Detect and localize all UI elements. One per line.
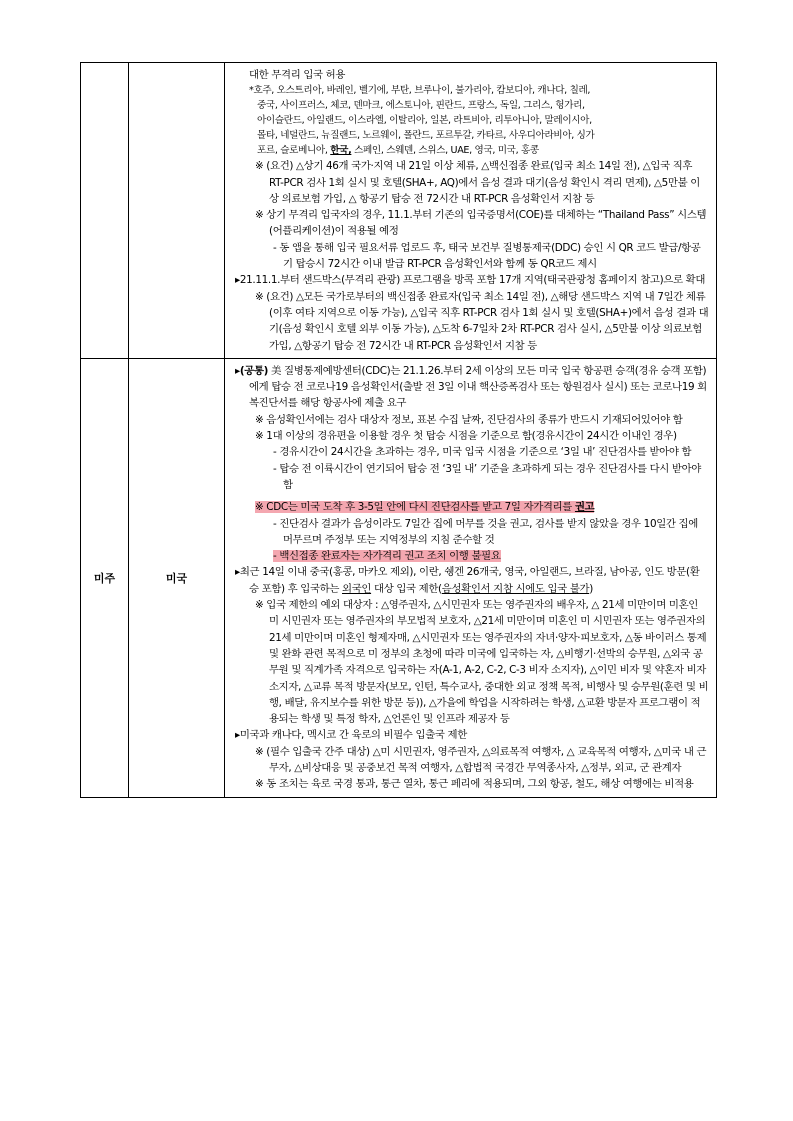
sandbox-requirement-note: ※ (요건) △모든 국가로부터의 백신접종 완료자(입국 최소 14일 전), △해당 샌드박스 지역 내 7일간 체류(이후 여타 지역으로 이동 가능), △입국 직후 RT-PCR 검사 1회 실시 및 호텔(SHA+)에서 음성 결과 대기(음성 확인시 호텔 외부 이동 가능), △도착 6-7일차 2차 RT-PCR 검사 실시, △5만불 이상 의료보험 가입, △항공기 탑승 전 72시간 내 RT-PCR 음성확인서 지참 등 [255, 290, 709, 352]
note-item: ※ 1대 이상의 경유편을 이용할 경우 첫 탑승 시점을 기준으로 함(경유시간이 24시간 이내인 경우) [255, 430, 677, 443]
no-entry-underlined: 음성확인서 지참 시에도 입국 불가 [441, 582, 590, 595]
intro-text: 대한 무격리 입국 허용 [249, 69, 346, 81]
bullet-marker: ▸ [235, 364, 240, 377]
country-cell [129, 63, 225, 359]
region-cell: 미주 [81, 358, 129, 797]
highlighted-text: - 백신접종 완료자는 자가격리 권고 조치 이행 불필요 [273, 550, 501, 563]
measures-cell [225, 63, 717, 359]
table-row-thailand [81, 63, 717, 359]
foreigner-underlined: 외국인 [342, 582, 372, 595]
ban-text: 대상 입국 제한( [371, 582, 442, 595]
detail-item: - 진단검사 결과가 음성이라도 7일간 집에 머무를 것을 권고, 검사를 받지 않았을 경우 10일간 집에 머무르며 주정부 또는 지역정부의 지침 준수할 것 [273, 517, 698, 546]
entry-ban-bullet [235, 564, 709, 597]
requirement-note: ※ (요건) △상기 46개 국가·지역 내 21일 이상 체류, △백신접종 완료(입국 최소 14일 전), △입국 직후 RT-PCR 검사 1회 실시 및 호텔(SHA+, AQ)에서 음성 결과 대기(음성 확인시 격리 면제), △5만불 이상 의료보험 가입, △ 항공기 탑승 전 72시간 내 RT-PCR 음성확인서 지참 등 [255, 160, 700, 205]
country-list-line: *호주, 오스트리아, 바레인, 벨기에, 부탄, 브루나이, 불가리아, 캄보디아, 캐나다, 칠레, [249, 85, 591, 97]
entry-restrictions-table [80, 62, 717, 798]
detail-item: - 경유시간이 24시간을 초과하는 경우, 미국 입국 시점을 기준으로 ‘3일 내’ 진단검사를 받아야 함 [273, 446, 692, 459]
scope-note: ※ 동 조치는 육로 국경 통과, 통근 열차, 통근 페리에 적용되며, 그외 항공, 철도, 해상 여행에는 비적용 [255, 778, 694, 791]
sandbox-bullet: ▸21.11.1.부터 샌드박스(무격리 관광) 프로그램을 방콕 포함 17개 지역(태국관광청 홈페이지 참고)으로 확대 [235, 274, 706, 287]
common-label: (공통) [239, 364, 269, 377]
note-item: ※ 음성확인서에는 검사 대상자 정보, 표본 수집 날짜, 진단검사의 종류가 반드시 기재되어있어야 함 [255, 413, 683, 426]
recommend-keyword: 권고 [574, 501, 595, 514]
region-cell [81, 63, 129, 359]
table-row-usa [81, 358, 717, 797]
thailand-pass-note: ※ 상기 무격리 입국자의 경우, 11.1.부터 기존의 입국증명서(COE)를 대체하는 “Thailand Pass” 시스템(어플리케이션)이 적용될 예정 [255, 209, 707, 238]
thailand-pass-detail: - 동 앱을 통해 입국 필요서류 업로드 후, 태국 보건부 질병통제국(DDC) 승인 시 QR 코드 발급/항공기 탑승시 72시간 이내 발급 RT-PCR 음성확인서와 함께 동 QR코드 제시 [273, 241, 701, 271]
exception-note: ※ 입국 제한의 예외 대상자 : △영주권자, △시민권자 또는 영주권자의 배우자, △ 21세 미만이며 미혼인 미 시민권자 또는 영주권자의 부모법적 보호자, △21세 미만이며 미혼인 미 시민권자 또는 영주권자의 21세 미만이며 미혼인 형제자매, △시민권자 또는 영주권자의 자녀·양자·피보호자, △동 바이러스 통제 및 완화 관련 목적으로 미 정부의 초청에 따라 미국에 입국하는 자, △비행기·선박의 승무원, △외국 공무원 및 직계가족 자격으로 입국하는 자(A-1, A-2, C-2, C-3 비자 소지자), △이민 비자 및 약혼자 비자 소지자, △교류 목적 방문자(보모, 인턴, 특수교사, 중대한 외교 정책 목적, 비행사 및 승무원(훈련 및 비행, 배달, 유지보수를 위한 방문 등)), △가을에 학업을 시작하려는 학생, △교환 방문자 프로그램이 적용되는 학생 및 특정 학자, △언론인 및 인프라 제공자 등 [255, 599, 709, 726]
country-list-line: 아이슬란드, 아일랜드, 이스라엘, 이탈리아, 일본, 라트비아, 리투아니아, 말레이시아, [257, 115, 592, 127]
ban-text: ▸최근 14일 이내 중국(홍콩, 마카오 제외), 이란, 쉥겐 26개국, 영국, 아일랜드, 브라질, 남아공, 인도 방문(환승 포함) 후 입국하는 [235, 566, 700, 595]
country-cell: 미국 [129, 358, 225, 797]
country-list-line [235, 143, 709, 158]
common-text: 美 질병통제예방센터(CDC)는 21.1.26.부터 2세 이상의 모든 미국 입국 항공편 승객(경유 승객 포함)에게 탑승 전 코로나19 음성확인서(출발 전 3일 이내 핵산증폭검사 또는 항원검사 실시) 또는 코로나19 회복진단서를 해당 항공사에 제출 요구 [249, 364, 707, 410]
list-text: 스페인, 스웨덴, 스위스, UAE, 영국, 미국, 홍콩 [351, 145, 539, 157]
korea-highlight: 한국, [330, 145, 352, 157]
measures-cell [225, 358, 717, 797]
country-list-line: 중국, 사이프러스, 체코, 덴마크, 에스토니아, 핀란드, 프랑스, 독일, 그리스, 헝가리, [257, 100, 585, 112]
country-list-line: 몰타, 네덜란드, 뉴질랜드, 노르웨이, 폴란드, 포르투갈, 카타르, 사우디아라비아, 싱가 [257, 130, 595, 142]
common-measure-bullet [235, 363, 709, 412]
detail-item: - 탑승 전 이륙시간이 연기되어 탑승 전 ‘3일 내’ 기준을 초과하게 되는 경우 진단검사를 다시 받아야 함 [273, 462, 701, 491]
list-text: 포르, 슬로베니아, [257, 145, 331, 157]
essential-travel-note: ※ (필수 입출국 간주 대상) △미 시민권자, 영주권자, △의료목적 여행자, △ 교육목적 여행자, △미국 내 근무자, △비상대응 및 공중보건 목적 여행자, △합법적 국경간 무역종사자, △정부, 외교, 군 관계자 [255, 745, 707, 774]
vaccinated-exemption [235, 548, 709, 564]
cdc-recommendation-note [235, 499, 709, 515]
ban-text: ) [589, 582, 593, 595]
highlighted-text: ※ CDC는 미국 도착 후 3-5일 안에 다시 진단검사를 받고 7일 자가격리를 [255, 501, 575, 514]
land-border-bullet: ▸미국과 캐나다, 멕시코 간 육로의 비필수 입출국 제한 [235, 729, 467, 742]
